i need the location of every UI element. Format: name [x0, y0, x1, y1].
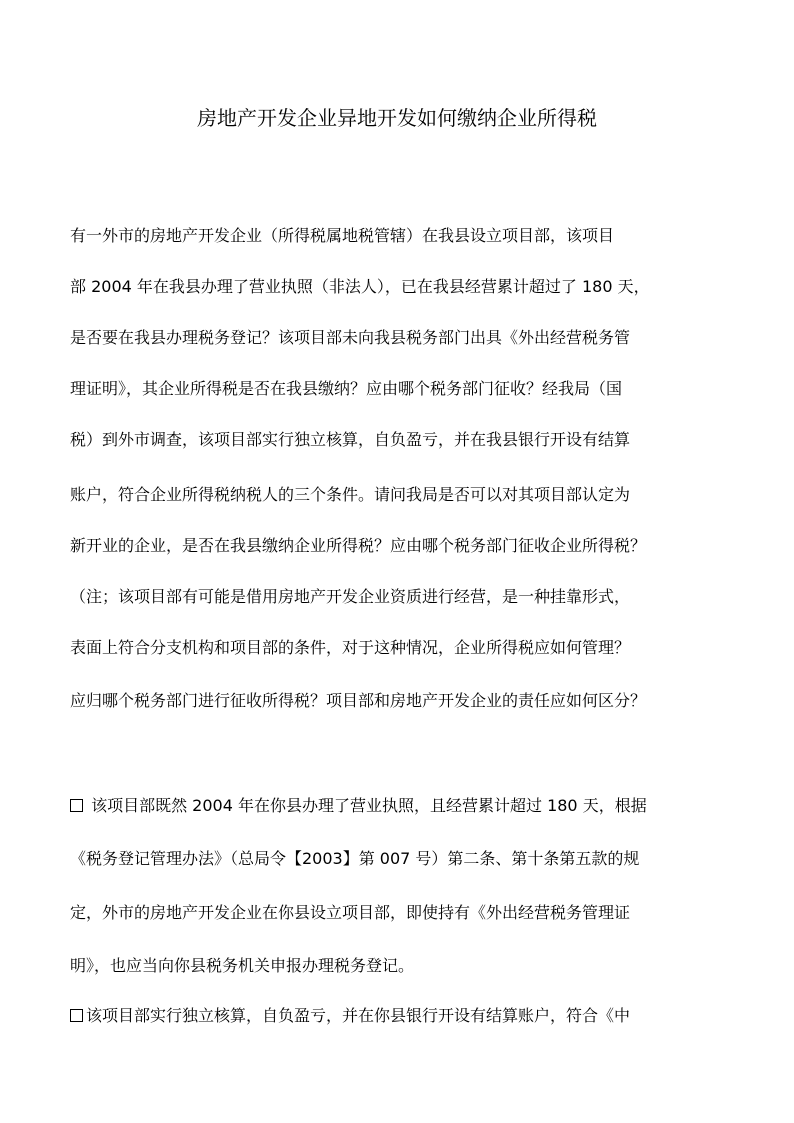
answer-1-line-3: 定，外市的房地产开发企业在你县设立项目部，即使持有《外出经营税务管理证 [70, 903, 631, 922]
question-line-7: 新开业的企业，是否在我县缴纳企业所得税？应由哪个税务部门征收企业所得税？ [70, 536, 647, 555]
answer-paragraph-2-first-line [70, 1005, 630, 1027]
question-line-9: 表面上符合分支机构和项目部的条件，对于这种情况，企业所得税应如何管理？ [70, 638, 631, 657]
question-line-3: 是否要在我县办理税务登记？该项目部未向我县税务部门出具《外出经营税务管 [70, 328, 631, 347]
question-line-5: 税）到外市调查，该项目部实行独立核算，自负盈亏，并在我县银行开设有结算 [70, 430, 631, 449]
checkbox-square-icon [70, 1009, 83, 1022]
question-line-8: （注；该项目部有可能是借用房地产开发企业资质进行经营，是一种挂靠形式， [70, 587, 631, 606]
question-line-6: 账户，符合企业所得税纳税人的三个条件。请问我局是否可以对其项目部认定为 [70, 485, 631, 504]
question-line-1: 有一外市的房地产开发企业（所得税属地税管辖）在我县设立项目部，该项目 [70, 226, 615, 245]
checkbox-square-icon [70, 799, 83, 812]
question-line-2: 部 2004 年在我县办理了营业执照（非法人），已在我县经营累计超过了 180 天， [70, 277, 650, 296]
answer-2-line-1: 该项目部实行独立核算，自负盈亏，并在你县银行开设有结算账户，符合《中 [86, 1006, 631, 1025]
question-line-4: 理证明》，其企业所得税是否在我县缴纳？应由哪个税务部门征收？经我局（国 [70, 379, 623, 398]
answer-paragraph-1-first-line [70, 795, 647, 817]
answer-1-line-2: 《税务登记管理办法》（总局令【2003】第 007 号）第二条、第十条第五款的规 [70, 849, 640, 868]
document-title: 房地产开发企业异地开发如何缴纳企业所得税 [197, 106, 597, 130]
answer-1-line-4: 明》，也应当向你县税务机关申报办理税务登记。 [70, 956, 415, 975]
question-line-10: 应归哪个税务部门进行征收所得税？项目部和房地产开发企业的责任应如何区分？ [70, 691, 647, 710]
answer-1-line-1: 该项目部既然 2004 年在你县办理了营业执照，且经营累计超过 180 天，根据 [86, 796, 647, 815]
